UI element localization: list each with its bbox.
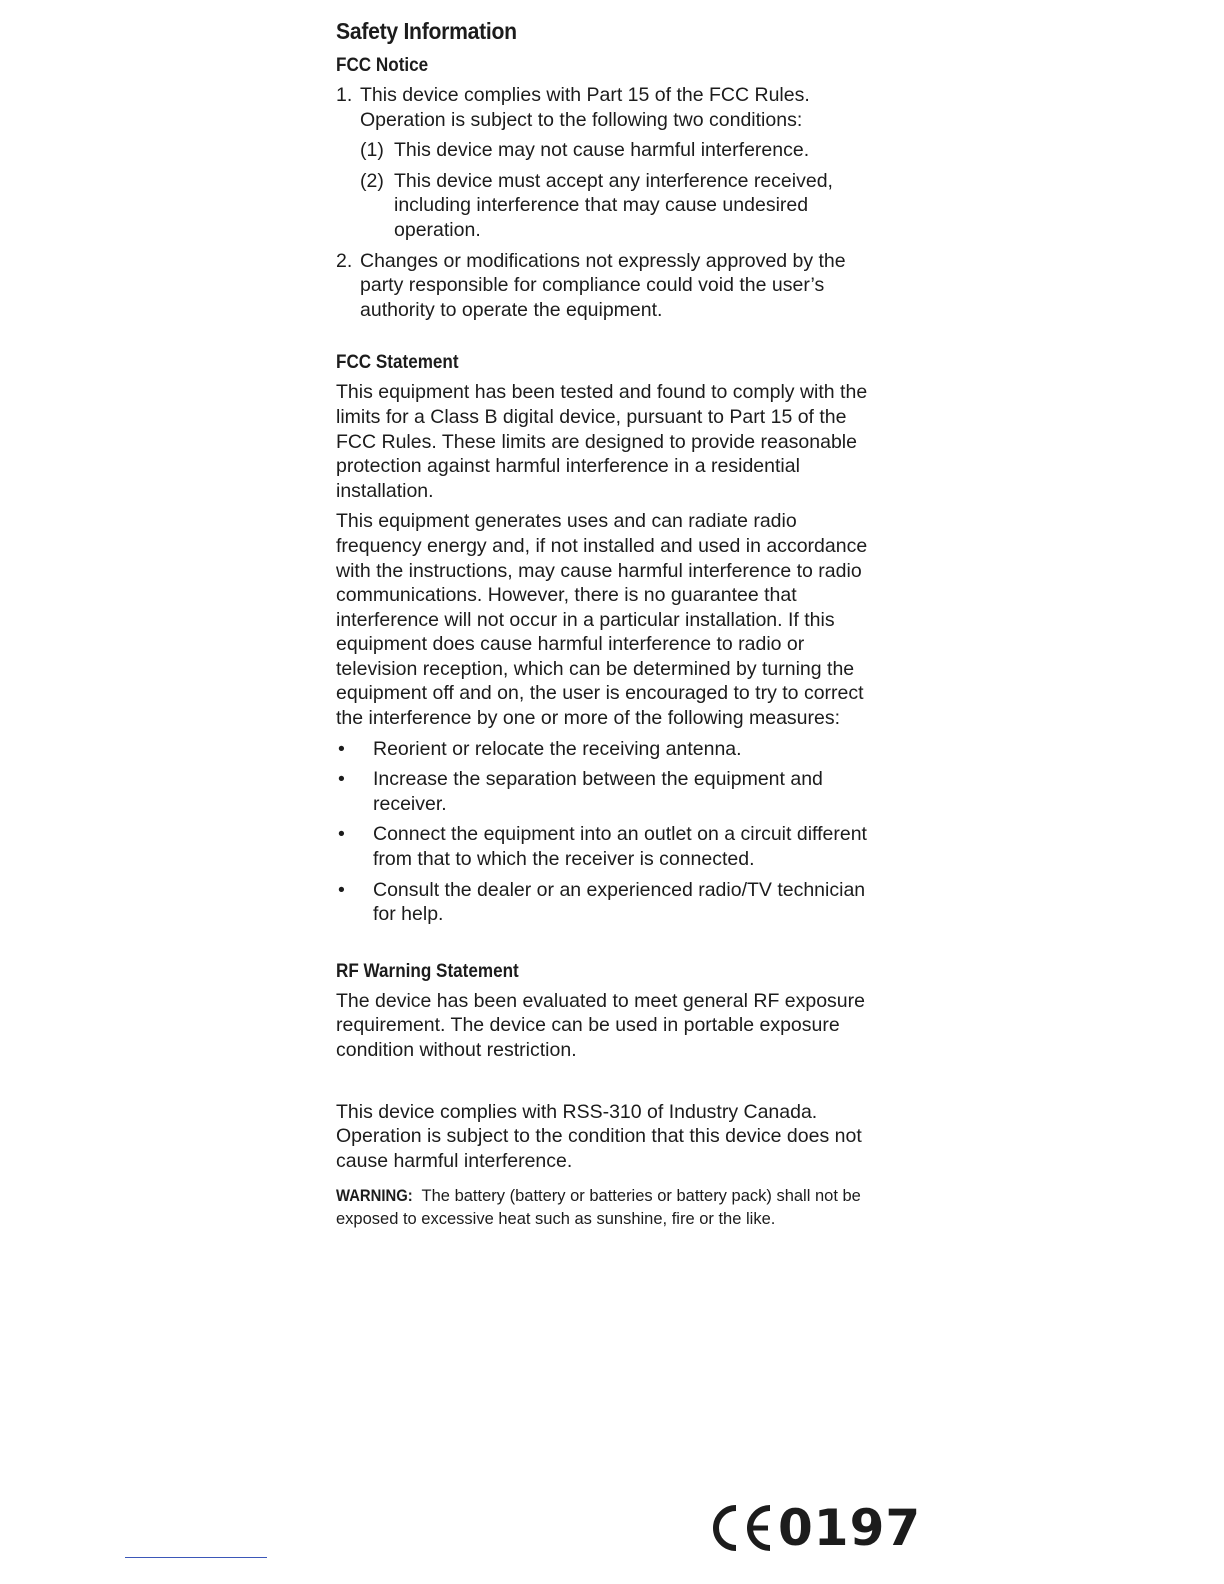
- bullet-icon: •: [338, 823, 345, 846]
- item-number: 1.: [336, 84, 353, 106]
- document-page: [336, 18, 882, 1230]
- conditions-list: [360, 138, 882, 242]
- warning-label: WARNING:: [336, 1187, 413, 1206]
- page-title: Safety Information: [336, 18, 517, 44]
- ce-mark: [708, 1496, 921, 1560]
- condition-item: [360, 138, 882, 163]
- battery-warning-section: [336, 1185, 882, 1230]
- measure-text: Reorient or relocate the receiving antenna.: [373, 737, 742, 760]
- item-number: 2.: [336, 249, 353, 272]
- bullet-icon: •: [338, 768, 345, 791]
- industry-canada-text: This device complies with RSS-310 of Industry Canada. Operation is subject to the condition that this device does not cause harmful interference.: [336, 1100, 862, 1172]
- measure-text: Increase the separation between the equipment and receiver.: [373, 768, 823, 815]
- measure-text: Consult the dealer or an experienced radio/TV technician for help.: [373, 878, 866, 926]
- notified-body-number: 0197: [778, 1499, 922, 1557]
- rf-warning-section: [336, 961, 882, 1063]
- fcc-notice-item: [336, 249, 882, 323]
- measures-list: [336, 737, 882, 927]
- fcc-statement-heading: FCC Statement: [336, 352, 459, 374]
- industry-canada-section: [336, 1100, 882, 1174]
- condition-text: This device may not cause harmful interference.: [394, 139, 810, 162]
- fcc-statement-paragraph: This equipment has been tested and found to comply with the limits for a Class B digital device, pursuant to Part 15 of the FCC Rules. These limits are designed to provide reasonable protection against harmful interference in a residential installation.: [336, 381, 868, 502]
- bullet-icon: •: [338, 737, 345, 760]
- fcc-notice-section: [336, 55, 882, 322]
- warning-text: The battery (battery or batteries or battery pack) shall not be exposed to excessive heat such as sunshine, fire or the like.: [336, 1187, 861, 1228]
- item-text: This device complies with Part 15 of the FCC Rules. Operation is subject to the following two conditions:: [360, 84, 810, 131]
- measure-item: [336, 737, 882, 762]
- rf-warning-heading: RF Warning Statement: [336, 960, 519, 982]
- battery-warning: [336, 1185, 882, 1230]
- item-text: Changes or modifications not expressly approved by the party responsible for compliance could void the user’s authority to operate the equipment.: [360, 249, 846, 321]
- ce-icon: [708, 1502, 774, 1554]
- fcc-notice-heading: FCC Notice: [336, 55, 429, 76]
- measure-item: [336, 822, 882, 871]
- measure-item: [336, 767, 882, 816]
- bullet-icon: •: [338, 878, 345, 901]
- fcc-statement-paragraph: This equipment generates uses and can radiate radio frequency energy and, if not installed and used in accordance with the instructions, may cause harmful interference to radio communications. However, there is no guarantee that interference will not occur in a particular installation. If this equipment does cause harmful interference to radio or television reception, which can be determined by turning the equipment off and on, the user is encouraged to try to correct the interference by one or more of the following measures:: [336, 510, 868, 730]
- footer-rule: [125, 1557, 267, 1558]
- condition-item: [360, 169, 882, 243]
- measure-item: [336, 878, 882, 927]
- fcc-notice-list: [336, 83, 882, 322]
- rf-warning-text: The device has been evaluated to meet general RF exposure requirement. The device can be used in portable exposure condition without restriction.: [336, 989, 865, 1061]
- condition-number: (1): [360, 139, 384, 162]
- condition-text: This device must accept any interference received, including interference that may cause undesired operation.: [394, 169, 833, 241]
- fcc-notice-item: [336, 83, 882, 243]
- condition-number: (2): [360, 169, 384, 192]
- fcc-statement-section: [336, 352, 882, 926]
- measure-text: Connect the equipment into an outlet on a circuit different from that to which the receiver is connected.: [373, 823, 867, 871]
